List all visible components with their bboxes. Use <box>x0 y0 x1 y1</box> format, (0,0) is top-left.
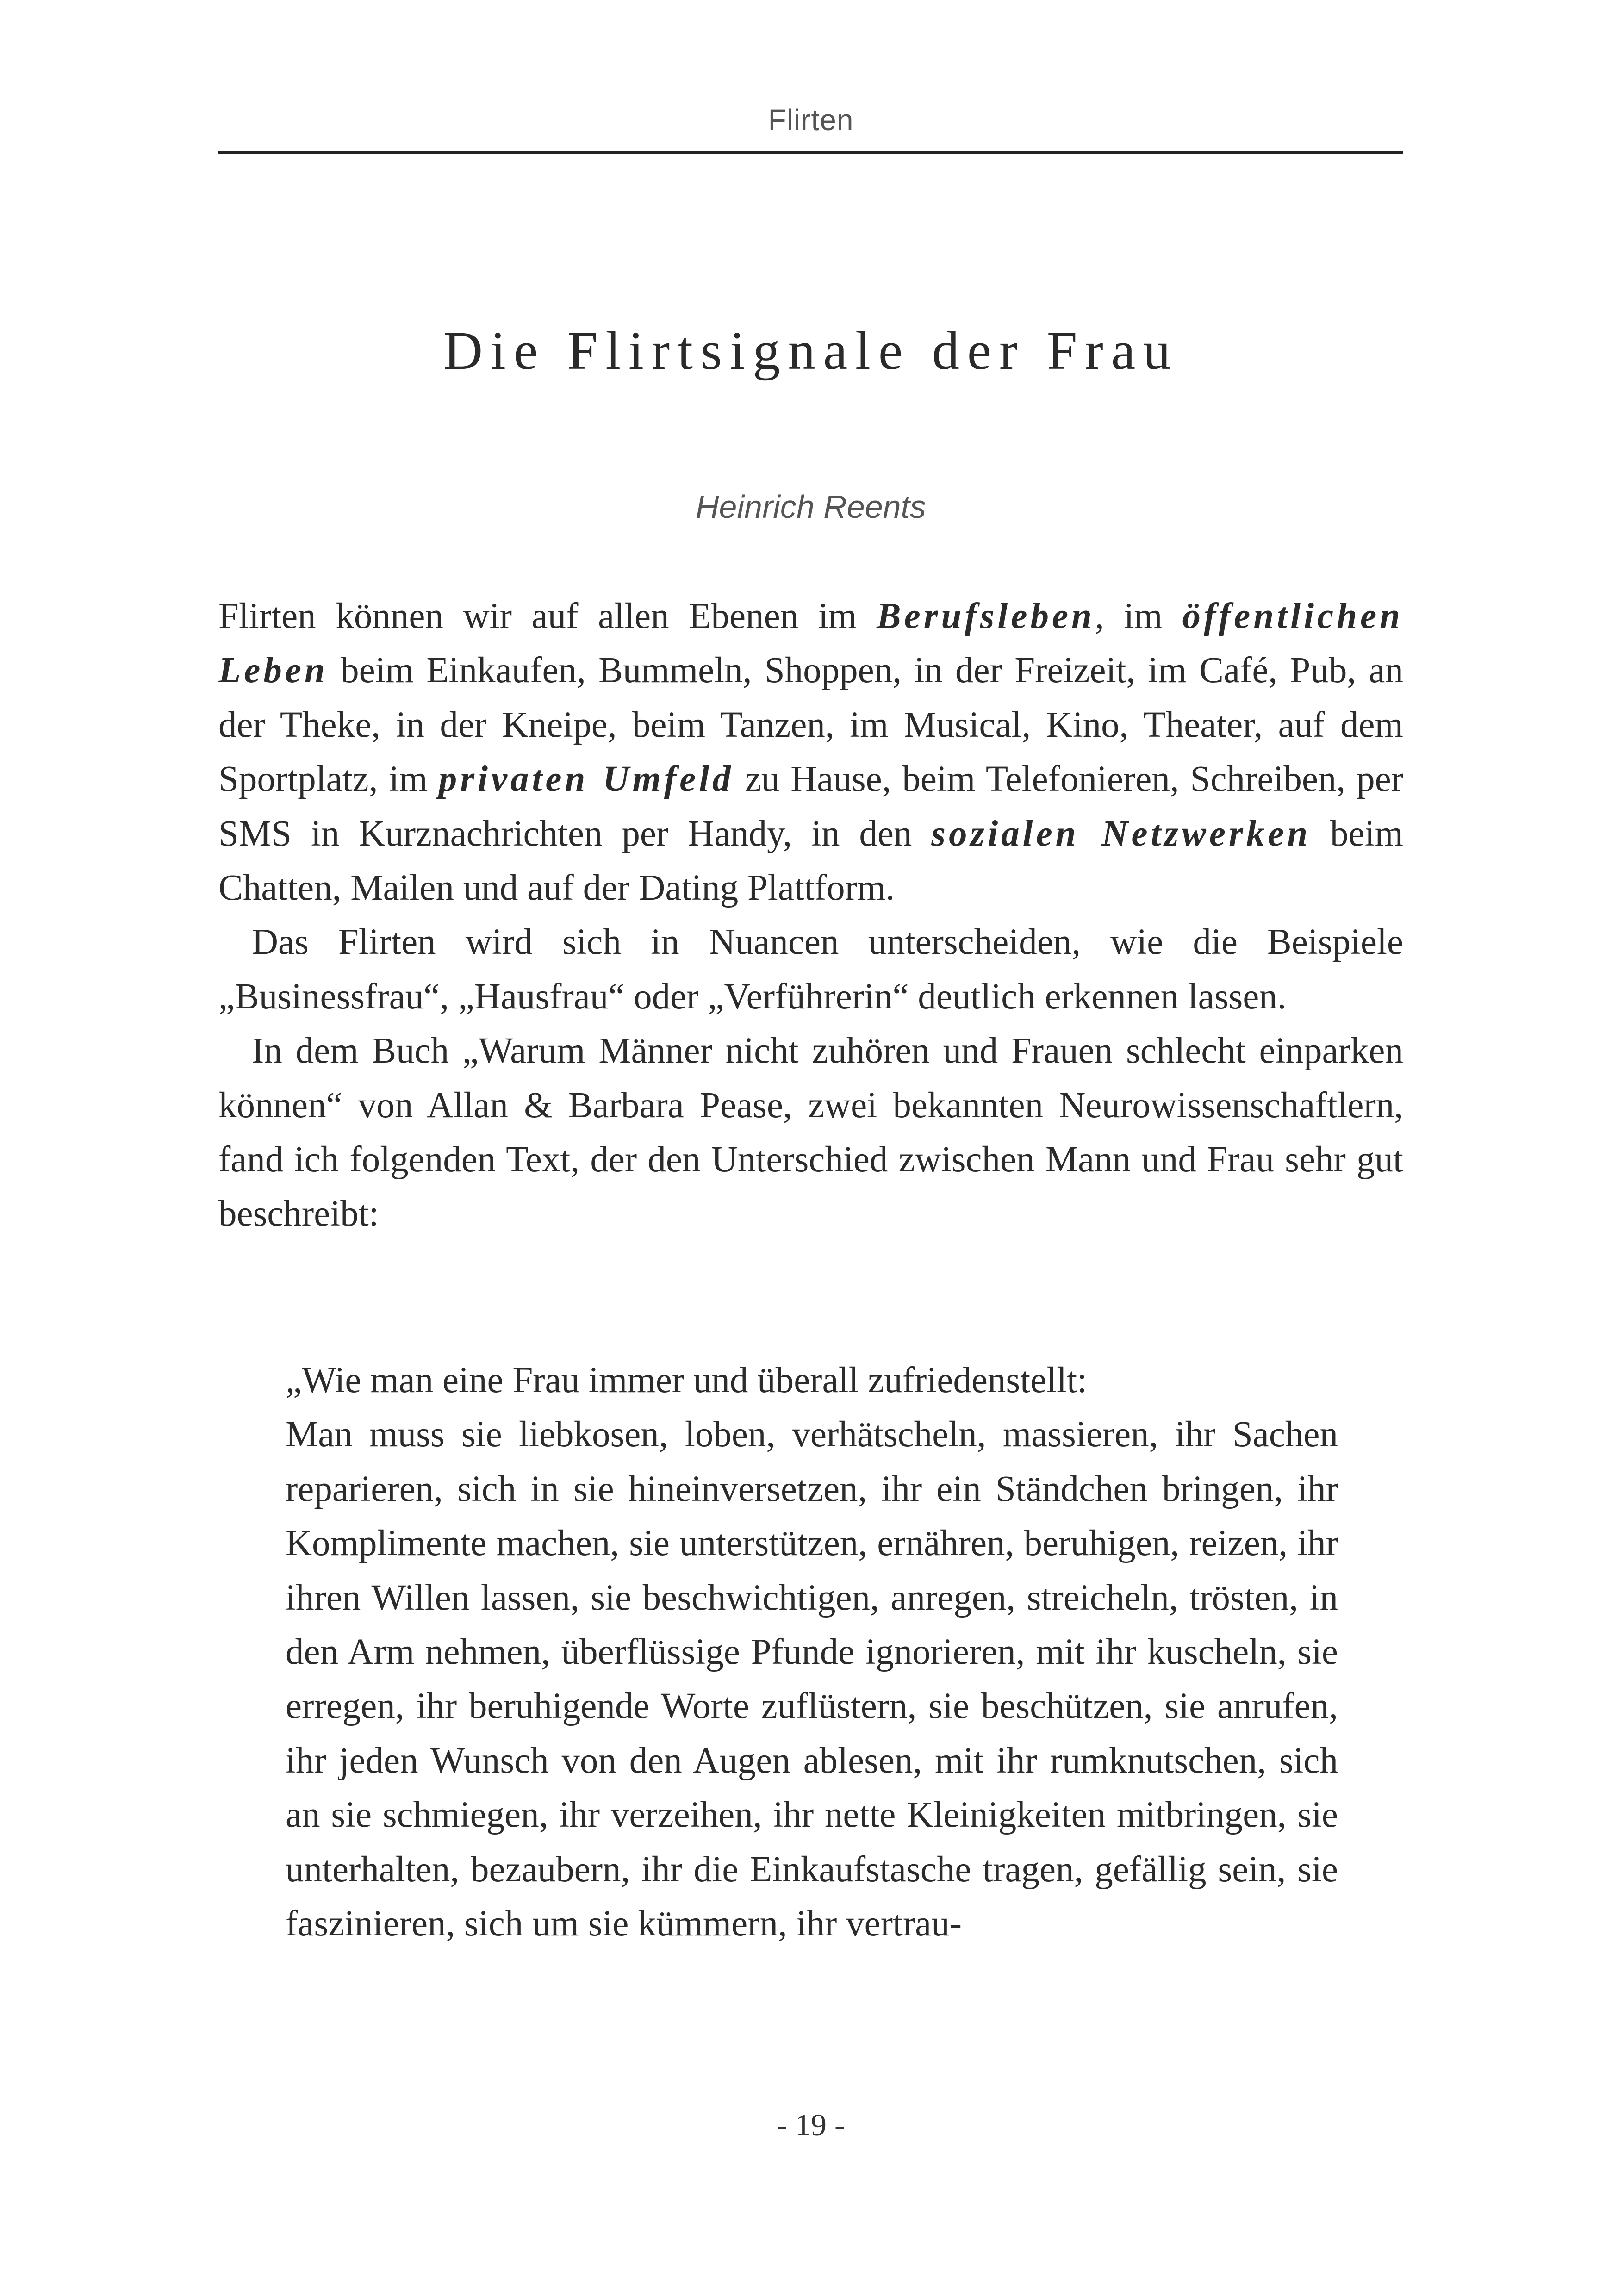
block-quote <box>286 1353 1338 1951</box>
p1-emphasis-sozialen-netzwerken: sozialen Netzwerken <box>931 813 1311 854</box>
body-text <box>218 589 1403 1241</box>
p1-emphasis-privaten-umfeld: privaten Umfeld <box>438 759 734 800</box>
author-name: Heinrich Reents <box>696 489 926 525</box>
p1-text-2: , im <box>1095 596 1182 636</box>
running-head-title: Flirten <box>768 103 854 137</box>
chapter-title: Die Flirtsignale der Frau <box>443 320 1179 381</box>
p1-text-4: zu Hause, beim Telefonieren, Schreiben, per SMS in Kurznachrichten per Handy, in den <box>218 759 1403 854</box>
p1-text-3: beim Einkaufen, Bummeln, Shoppen, in der Freizeit, im Café, Pub, an der Theke, in der Kneipe, beim Tanzen, im Musical, Kino, Theater, auf dem Sportplatz, im <box>218 650 1403 800</box>
p1-text-5: beim Chatten, Mailen und auf der Dating Plattform. <box>218 813 1403 908</box>
paragraph-2: Das Flirten wird sich in Nuancen unterscheiden, wie die Beispiele „Businessfrau“, „Hausfrau“ oder „Verführerin“ deutlich erkennen lassen. <box>218 922 1403 1017</box>
p1-emphasis-berufsleben: Berufsleben <box>876 596 1095 636</box>
p1-text-1: Flirten können wir auf allen Ebenen im <box>218 596 877 636</box>
page-number: - 19 - <box>777 2107 845 2142</box>
quote-intro: „Wie man eine Frau immer und überall zufriedenstellt: <box>286 1360 1087 1400</box>
p1-emphasis-oeffentlichen-leben: öffentlichen Leben <box>218 596 1403 691</box>
quote-body: Man muss sie liebkosen, loben, verhätscheln, massieren, ihr Sachen reparieren, sich in sie hineinversetzen, ihr ein Ständchen bringen, ihr Komplimente machen, sie unterstützen, ernähren, beruhigen, reizen, ihr ihren Willen lassen, sie beschwichtigen, anregen, streicheln, trösten, in den Arm nehmen, überflüssige Pfunde ignorieren, mit ihr kuscheln, sie erregen, ihr beruhigende Worte zuflüstern, sie beschützen, sie anrufen, ihr jeden Wunsch von den Augen ablesen, mit ihr rumknutschen, sich an sie schmiegen, ihr verzeihen, ihr nette Kleinigkeiten mitbringen, sie unterhalten, bezaubern, ihr die Einkaufstasche tragen, gefällig sein, sie faszinieren, sich um sie kümmern, ihr vertrau- <box>286 1414 1338 1944</box>
paragraph-3: In dem Buch „Warum Männer nicht zuhören und Frauen schlecht einparken können“ von Allan & Barbara Pease, zwei bekannten Neurowissenschaftlern, fand ich folgenden Text, der den Unterschied zwischen Mann und Frau sehr gut beschreibt: <box>218 1031 1403 1234</box>
header-rule <box>218 151 1403 154</box>
paragraph-1 <box>218 589 1403 915</box>
